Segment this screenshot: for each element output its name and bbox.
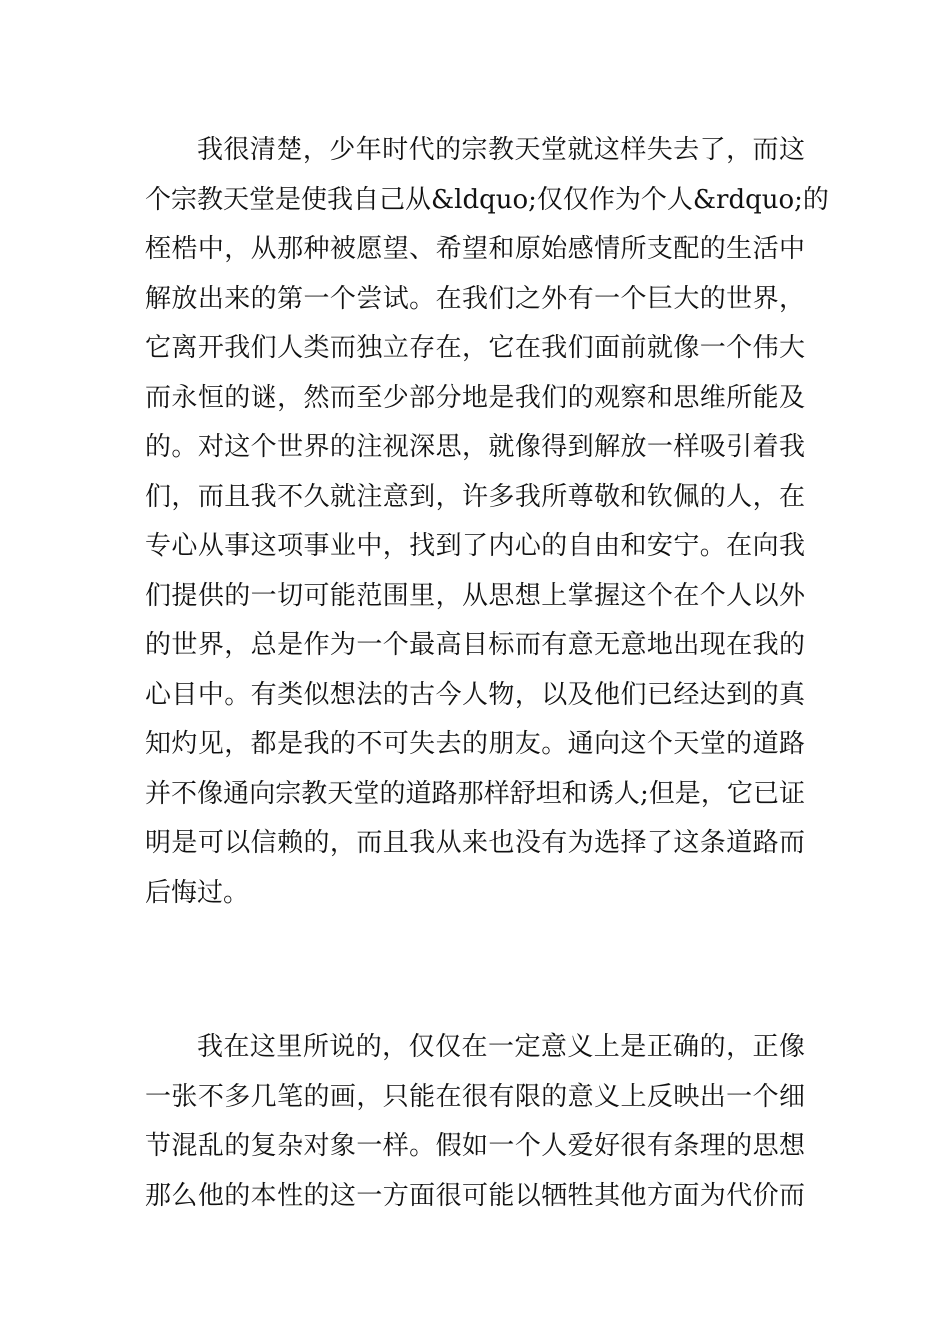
text-line: 们，而且我不久就注意到，许多我所尊敬和钦佩的人，在 — [145, 481, 805, 512]
text-line: 专心从事这项事业中，找到了内心的自由和安宁。在向我 — [145, 531, 805, 561]
text-line: 而永恒的谜，然而至少部分地是我们的观察和思维所能及 — [145, 382, 805, 413]
text-line: 心目中。有类似想法的古今人物，以及他们已经达到的真 — [145, 679, 805, 710]
text-line: 我很清楚，少年时代的宗教天堂就这样失去了，而这 — [197, 135, 805, 165]
text-line: 解放出来的第一个尝试。在我们之外有一个巨大的世界， — [145, 283, 805, 314]
text-line: 们提供的一切可能范围里，从思想上掌握这个在个人以外 — [145, 580, 805, 611]
text-line: 明是可以信赖的，而且我从来也没有为选择了这条道路而 — [145, 828, 805, 858]
text-line: 的。对这个世界的注视深思，就像得到解放一样吸引着我 — [145, 432, 805, 462]
text-line: 并不像通向宗教天堂的道路那样舒坦和诱人;但是，它已证 — [145, 778, 805, 809]
text-line: 的世界，总是作为一个最高目标而有意无意地出现在我的 — [145, 630, 805, 660]
text-line: 知灼见，都是我的不可失去的朋友。通向这个天堂的道路 — [145, 729, 805, 759]
text-line: 个宗教天堂是使我自己从&ldquo;仅仅作为个人&rdquo;的 — [145, 184, 829, 215]
text-line: 一张不多几笔的画，只能在很有限的意义上反映出一个细 — [145, 1081, 805, 1112]
text-line: 后悔过。 — [145, 877, 250, 908]
text-line: 节混乱的复杂对象一样。假如一个人爱好很有条理的思想 — [145, 1131, 805, 1161]
text-line: 那么他的本性的这一方面很可能以牺牲其他方面为代价而 — [145, 1180, 805, 1211]
text-line: 它离开我们人类而独立存在，它在我们面前就像一个伟大 — [145, 333, 805, 363]
text-line: 我在这里所说的，仅仅在一定意义上是正确的，正像 — [197, 1032, 805, 1062]
text-line: 桎梏中，从那种被愿望、希望和原始感情所支配的生活中 — [145, 234, 805, 264]
paragraph-1 — [145, 126, 829, 918]
paragraph-2 — [145, 1023, 805, 1221]
